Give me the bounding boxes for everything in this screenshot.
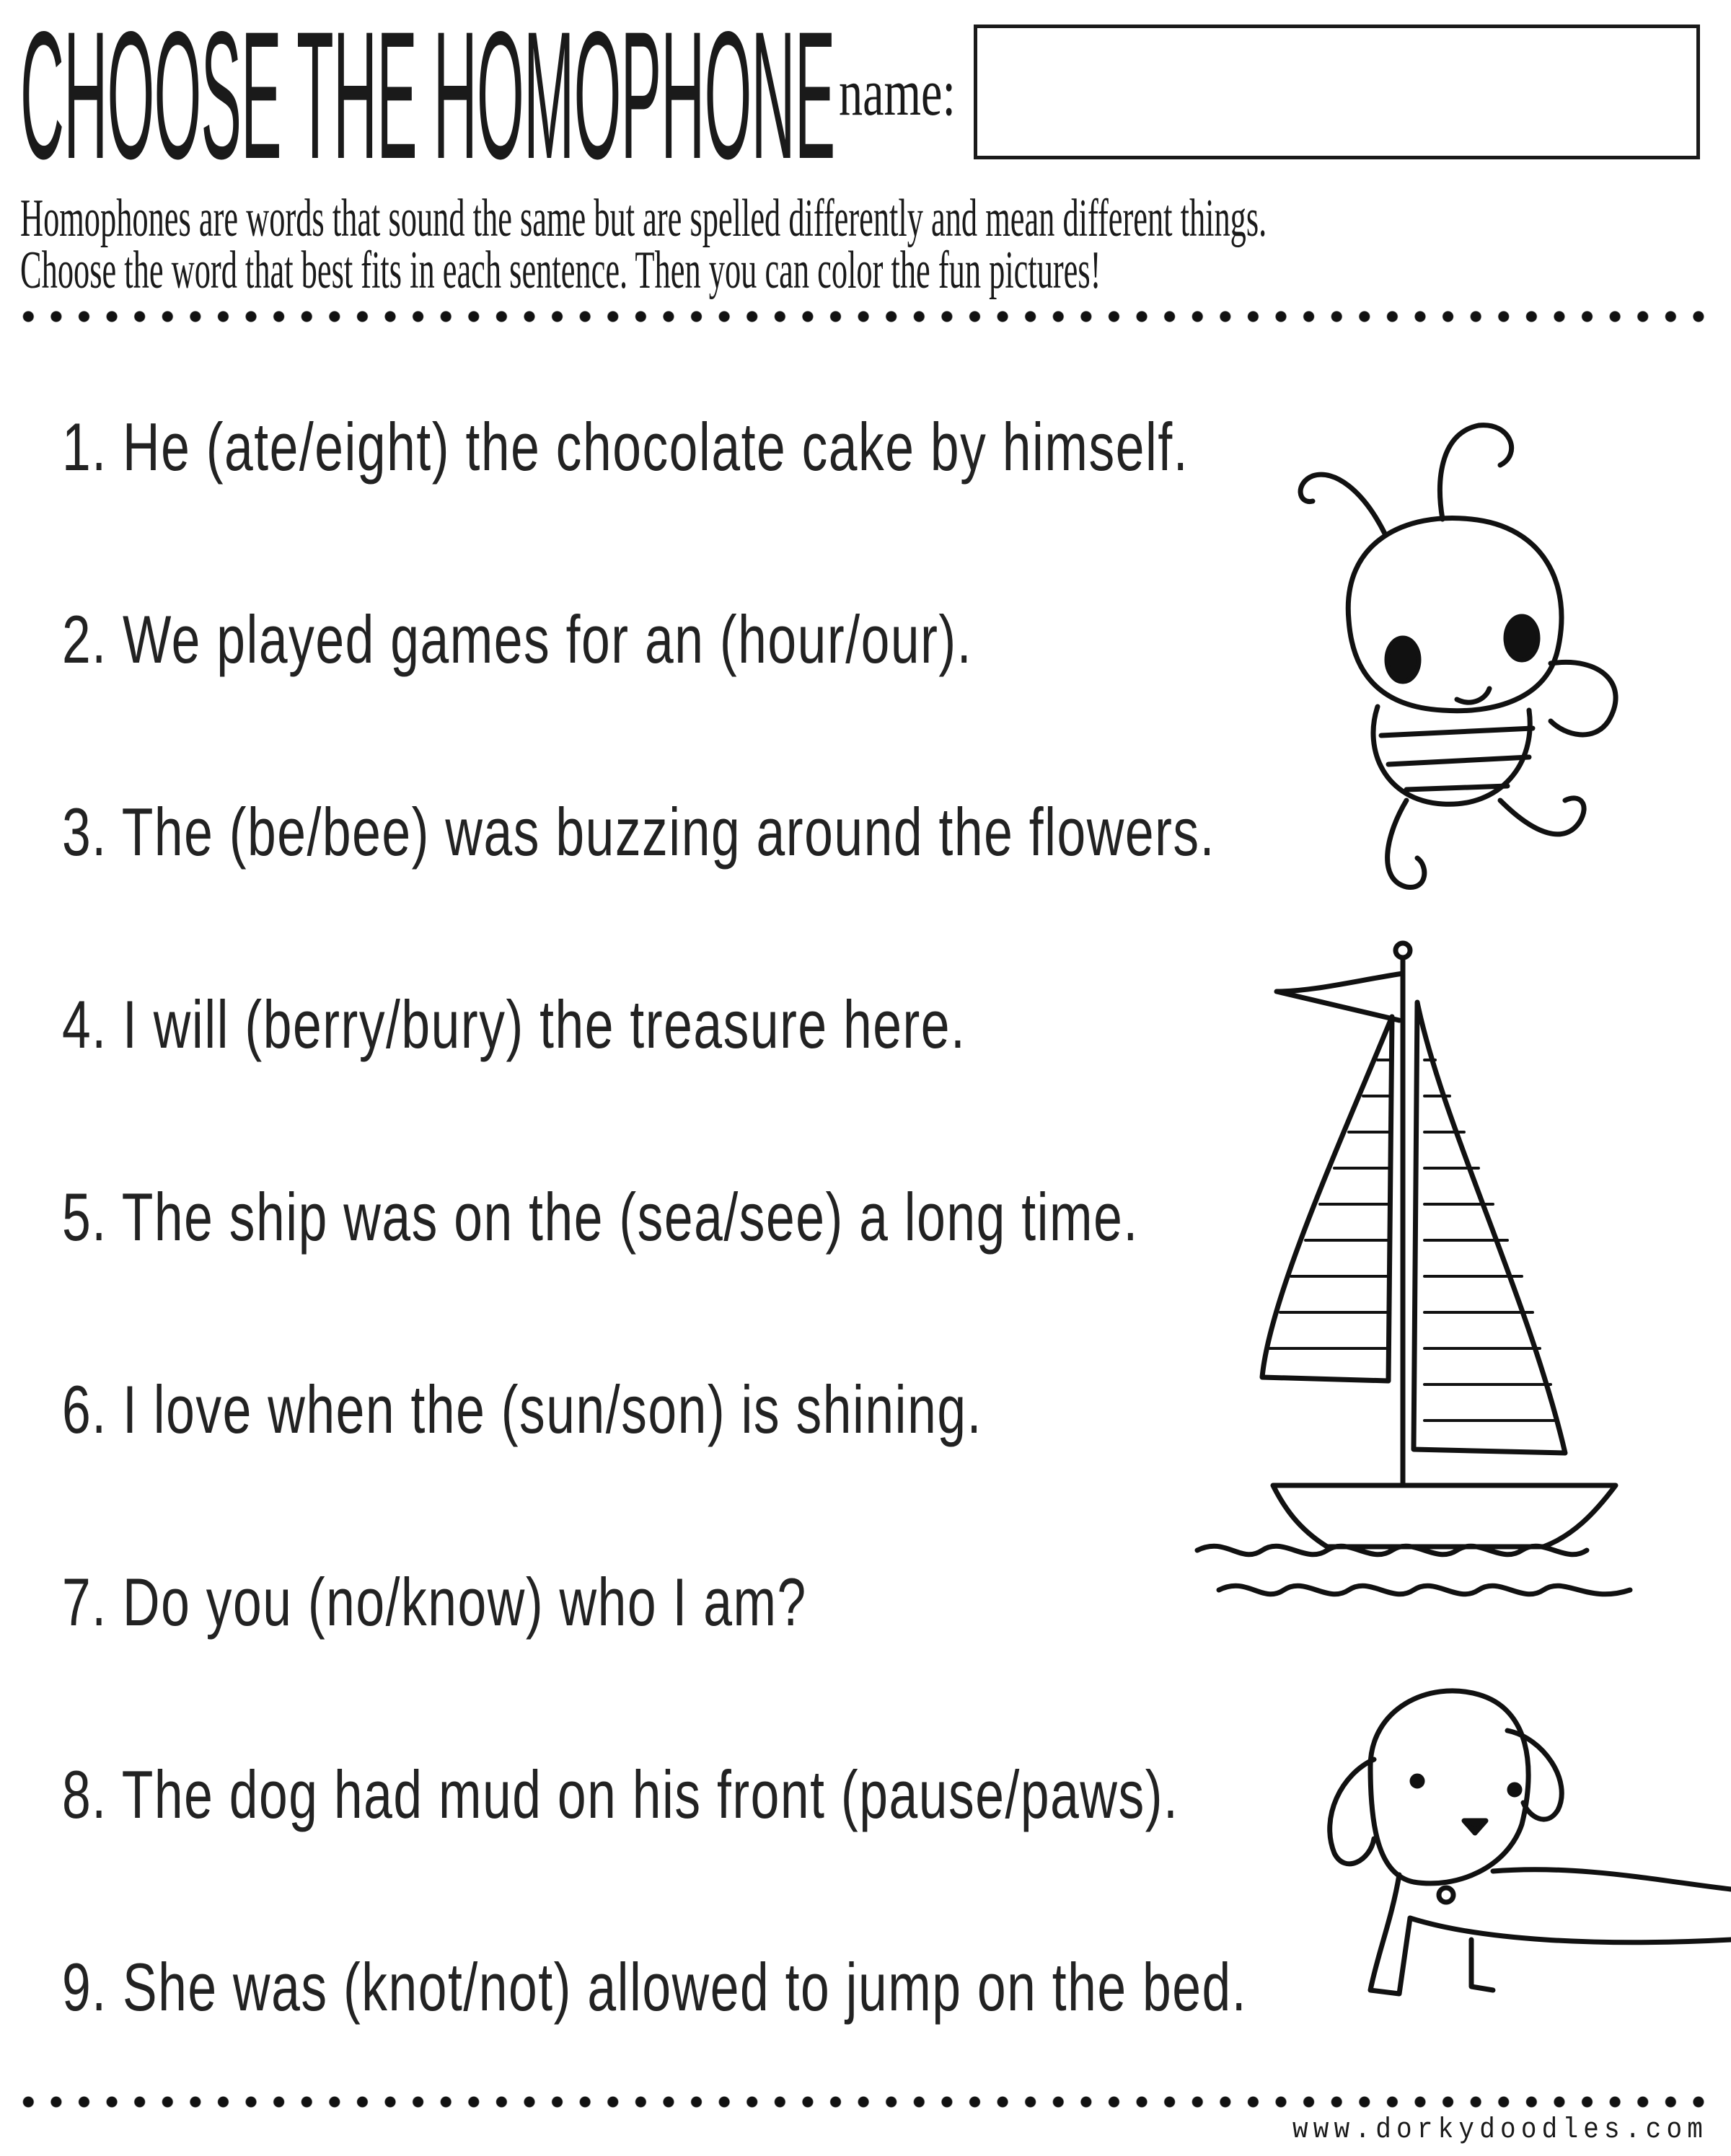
name-label: name: xyxy=(839,56,956,129)
sentence-1: 1. He (ate/eight) the chocolate cake by himself. xyxy=(62,409,1189,485)
sentence-6: 6. I love when the (sun/son) is shining. xyxy=(62,1371,982,1447)
sentence-3: 3. The (be/bee) was buzzing around the flowers. xyxy=(62,794,1216,870)
sentence-7: 7. Do you (no/know) who I am? xyxy=(62,1564,807,1640)
instructions-line-1: Homophones are words that sound the same but are spelled differently and mean different things. xyxy=(20,189,1267,248)
sentence-2: 2. We played games for an (hour/our). xyxy=(62,601,973,677)
dotted-divider-top xyxy=(14,310,1717,323)
sentence-9: 9. She was (knot/not) allowed to jump on the bed. xyxy=(62,1949,1248,2025)
sentence-8: 8. The dog had mud on his front (pause/paws). xyxy=(62,1757,1179,1832)
bee-illustration xyxy=(1262,411,1652,909)
sentence-4: 4. I will (berry/bury) the treasure here. xyxy=(62,986,966,1062)
dotted-divider-bottom xyxy=(14,2095,1717,2108)
worksheet-title: CHOOSE THE HOMOPHONE xyxy=(20,0,835,197)
instructions-line-2: Choose the word that best fits in each sentence. Then you can color the fun pictures! xyxy=(20,241,1101,300)
website-link[interactable]: www.dorkydoodles.com xyxy=(1292,2114,1709,2147)
dog-illustration xyxy=(1291,1680,1731,2012)
sentence-5: 5. The ship was on the (sea/see) a long time. xyxy=(62,1179,1139,1255)
sailboat-illustration xyxy=(1183,937,1652,1604)
name-input-box[interactable] xyxy=(974,25,1700,159)
